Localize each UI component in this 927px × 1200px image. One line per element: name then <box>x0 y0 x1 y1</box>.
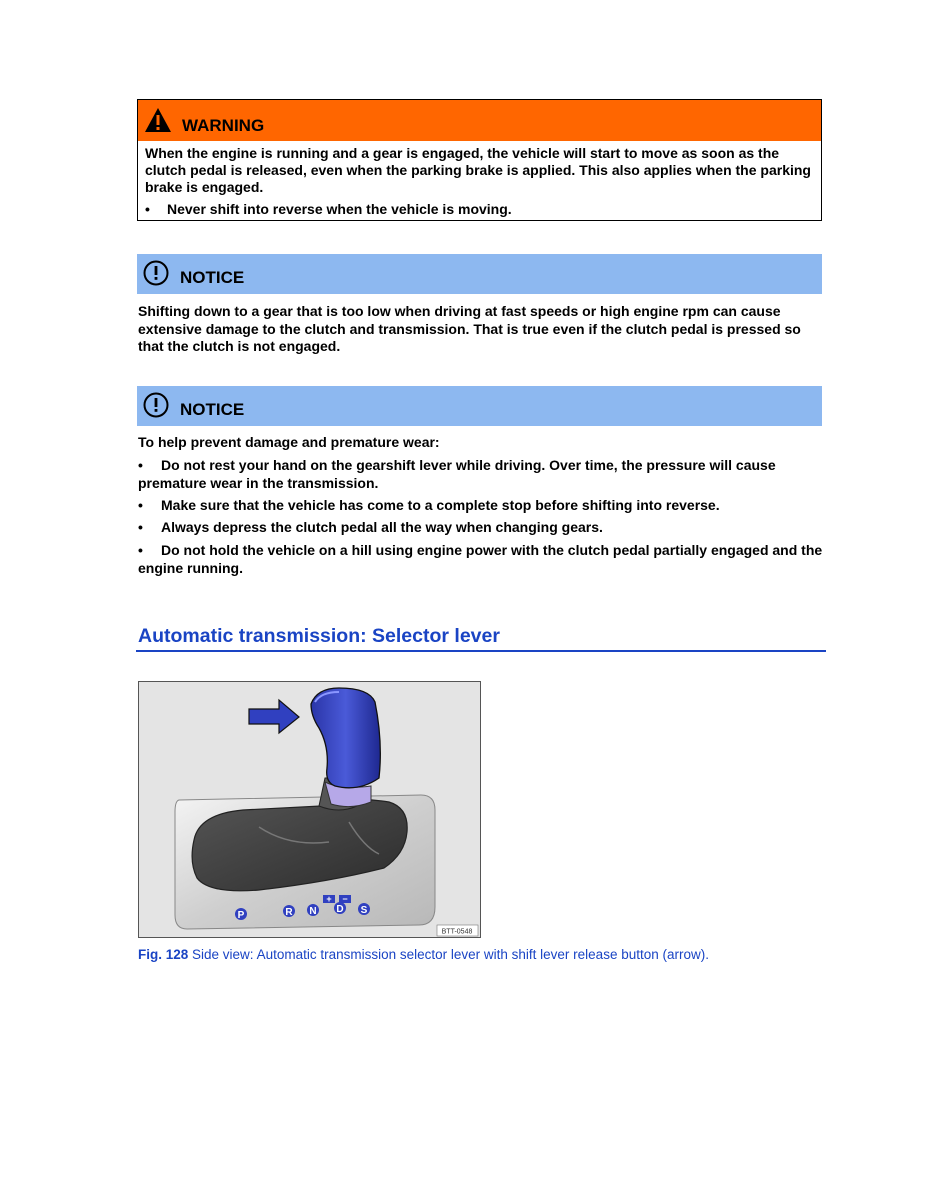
notice-bullet-text: Do not hold the vehicle on a hill using engine power with the clutch pedal partially engaged and the engine running. <box>138 542 823 576</box>
bullet-icon: • <box>138 519 143 535</box>
warning-header <box>138 100 821 141</box>
selector-knob <box>311 688 380 788</box>
warning-box <box>137 99 822 221</box>
gear-letter-d: D <box>336 904 344 915</box>
notice-bullet-text: Make sure that the vehicle has come to a complete stop before shifting into reverse. <box>161 497 720 513</box>
section-divider <box>136 650 826 652</box>
gear-letter-r: R <box>285 907 293 918</box>
notice-intro: To help prevent damage and premature wear: <box>138 434 440 450</box>
gear-letter-p: P <box>237 910 245 921</box>
tiptronic-plus: + <box>326 894 332 904</box>
bullet-icon: • <box>138 542 143 558</box>
notice-bullet-text: Do not rest your hand on the gearshift lever while driving. Over time, the pressure will cause premature wear in the transmission. <box>138 457 776 491</box>
gear-letter-n: N <box>309 906 317 917</box>
notice-bullet <box>138 542 828 577</box>
gear-letter-s: S <box>360 905 368 916</box>
warning-bullet <box>145 201 512 218</box>
notice-bullet <box>138 519 828 537</box>
warning-text: When the engine is running and a gear is engaged, the vehicle will start to move as soon as the clutch pedal is released, even when the parking brake is applied. This also applies when the parking brake is engaged. <box>145 145 811 195</box>
notice-title: NOTICE <box>180 268 245 287</box>
tiptronic-minus: − <box>342 894 348 904</box>
warning-title: WARNING <box>182 116 265 135</box>
notice-exclamation-icon <box>143 392 169 418</box>
notice-bullet-text: Always depress the clutch pedal all the way when changing gears. <box>161 519 603 535</box>
section-title: Automatic transmission: Selector lever <box>138 625 500 647</box>
notice-header <box>137 386 822 426</box>
figure-selector-lever <box>138 681 481 938</box>
warning-triangle-icon <box>144 107 172 133</box>
notice-title: NOTICE <box>180 400 245 419</box>
caption-text: Side view: Automatic transmission selector lever with shift lever release button (arrow). <box>188 947 709 962</box>
notice-header <box>137 254 822 294</box>
bullet-icon: • <box>138 497 143 513</box>
selector-lever-illustration <box>139 682 480 937</box>
figure-reference: Fig. 128 <box>138 947 189 962</box>
notice-bullet <box>138 457 828 492</box>
bullet-icon: • <box>145 201 150 217</box>
release-button-arrow-icon <box>249 700 299 733</box>
image-code: BTT-0548 <box>441 928 473 936</box>
warning-bullet-text: Never shift into reverse when the vehicle is moving. <box>167 201 512 217</box>
notice-exclamation-icon <box>143 260 169 286</box>
bullet-icon: • <box>138 457 143 473</box>
notice-bullet <box>138 497 828 515</box>
figure-caption <box>138 947 709 962</box>
notice-text: Shifting down to a gear that is too low when driving at fast speeds or high engine rpm can cause extensive damage to the clutch and transmission. That is true even if the clutch pedal is pressed so that the clutch is not engaged. <box>138 303 801 354</box>
